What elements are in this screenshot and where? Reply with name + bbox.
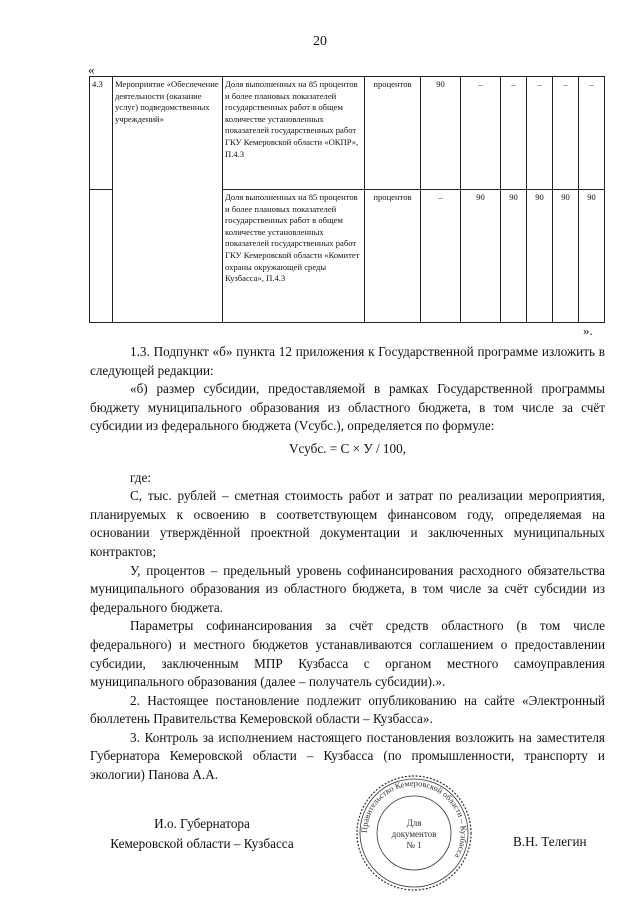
value-cell: 90 (421, 77, 461, 190)
table-row (90, 77, 605, 190)
paragraph-c-definition: С, тыс. рублей – сметная стоимость работ и затрат по реализации мероприятия, планируемых к освоению в соответствующем финансовом году, определяемая на основании утверждённой проектной документации и заключенных муниципальных контрактов; (90, 488, 605, 559)
value-cell: – (553, 77, 579, 190)
paragraph-control: 3. Контроль за исполнением настоящего постановления возложить на заместителя Губернатора Кемеровской области – Кузбасса (по промышленности, транспорту и экологии) Панова А.А. (90, 729, 605, 783)
value-cell: – (527, 77, 553, 190)
stamp-ring-text: Правительство Кемеровской области – Кузбасса (359, 778, 469, 860)
where-label: где: (130, 469, 151, 485)
formula: Vсубс. = С × У / 100, (288, 440, 406, 456)
paragraph-publication: 2. Настоящее постановление подлежит опубликованию на сайте «Электронный бюллетень Правительства Кемеровской области – Кузбасса». (90, 692, 605, 727)
paragraph-1-3: 1.3. Подпункт «б» пункта 12 приложения к Государственной программе изложить в следующей редакции: (90, 344, 605, 378)
value-cell: – (461, 77, 501, 190)
value-cell: – (579, 77, 605, 190)
signatory-title-line2: Кемеровской области – Кузбасса (110, 836, 294, 851)
indicator-cell: Доля выполненных на 85 процентов и более плановых показателей государственных работ в общем количестве установленных показателей государственных работ ГКУ Кемеровской области «ОКПР», П.4.3 (223, 77, 365, 190)
value-cell: 90 (501, 190, 527, 323)
activity-cell: Мероприятие «Обеспечение деятельности (оказание услуг) подведомственных учреждений» (113, 77, 223, 323)
signatory-title-line1: И.о. Губернатора (154, 816, 250, 831)
paragraph-u-definition: У, процентов – предельный уровень софинансирования расходного обязательства муниципального образования из областного бюджета, в том числе за счёт субсидии из федерального бюджета. (90, 562, 605, 615)
unit-cell: процентов (365, 77, 421, 190)
signatory-title (92, 814, 312, 854)
value-cell: 90 (461, 190, 501, 323)
row-number (90, 190, 113, 323)
official-stamp (354, 773, 474, 893)
row-number: 4.3 (90, 77, 113, 190)
value-cell: – (501, 77, 527, 190)
stamp-line-1: Для (406, 818, 422, 828)
paragraph-b: «б) размер субсидии, предоставляемой в рамках Государственной программы бюджету муниципального образования из областного бюджета, в том числе за счёт субсидии из федерального бюджета (Vсубс.), определяется по формуле: (90, 381, 605, 434)
signatory-name: В.Н. Телегин (513, 834, 587, 849)
document-body (90, 343, 605, 785)
opening-quote: « (88, 62, 95, 77)
closing-quote: ». (583, 323, 593, 338)
value-cell: 90 (579, 190, 605, 323)
value-cell: 90 (553, 190, 579, 323)
unit-cell: процентов (365, 190, 421, 323)
indicator-cell: Доля выполненных на 85 процентов и более плановых показателей государственных работ в общем количестве установленных показателей государственных работ ГКУ Кемеровской области «Комитет охраны окружающей среды Кузбасса», П.4.3 (223, 190, 365, 323)
value-cell: – (421, 190, 461, 323)
page-number: 20 (313, 34, 327, 49)
paragraph-cofinancing: Параметры софинансирования за счёт средств областного (в том числе федерального) и местного бюджетов устанавливаются соглашением о предоставлении субсидии, заключенным МПР Кузбасса с органом местного самоуправления муниципального образования (далее – получатель субсидии).». (90, 618, 605, 690)
stamp-line-3: № 1 (406, 840, 422, 850)
value-cell: 90 (527, 190, 553, 323)
indicators-table (89, 76, 605, 323)
stamp-line-2: документов (391, 829, 437, 839)
